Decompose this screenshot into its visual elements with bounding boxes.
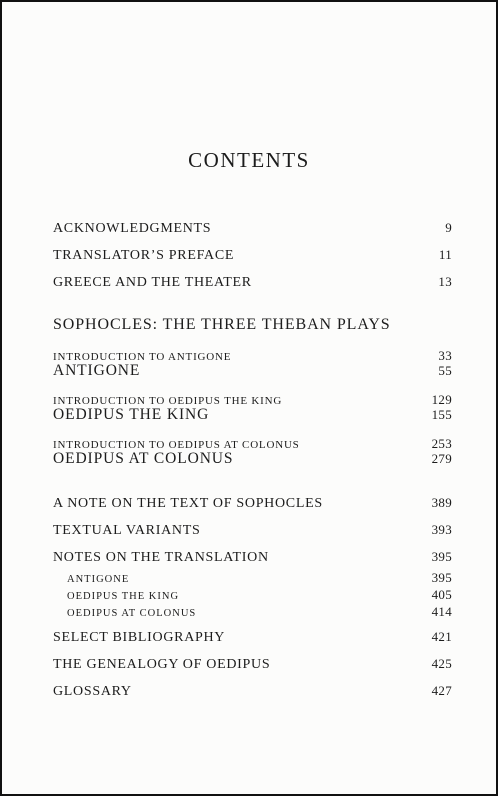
toc-entry-page: 33: [438, 348, 452, 363]
toc-entry-page: 279: [431, 451, 452, 466]
toc-entry-label: OEDIPUS AT COLONUS: [53, 450, 234, 467]
toc-entry-label: GREECE AND THE THEATER: [53, 275, 252, 290]
toc-entry-label: THE GENEALOGY OF OEDIPUS: [53, 657, 271, 672]
toc-entry-notes-on-the-translation: [53, 549, 452, 566]
contents-title: CONTENTS: [188, 148, 310, 172]
toc-entry-acknowledgments: [53, 220, 452, 237]
toc-entry-label: OEDIPUS THE KING: [53, 406, 210, 423]
toc-entry-page: 9: [445, 220, 452, 235]
toc-subentry-oedipus-the-king: [53, 587, 452, 603]
toc-entry-label: TRANSLATOR’S PREFACE: [53, 248, 235, 263]
toc-entry-label: ANTIGONE: [53, 362, 141, 379]
toc-entry-genealogy-of-oedipus: [53, 656, 452, 673]
toc-entry-oedipus-at-colonus: [53, 450, 452, 468]
toc-entry-page: 253: [431, 436, 452, 451]
toc-entry-note-on-the-text: [53, 495, 452, 512]
toc-entry-label: A NOTE ON THE TEXT OF SOPHOCLES: [53, 496, 323, 511]
toc-entry-textual-variants: [53, 522, 452, 539]
toc-entry-label: TEXTUAL VARIANTS: [53, 523, 201, 538]
toc-entry-antigone: [53, 362, 452, 380]
toc-entry-page: 425: [431, 656, 452, 671]
toc-entry-glossary: [53, 683, 452, 700]
toc-entry-page: 393: [431, 522, 452, 537]
toc-entry-page: 155: [431, 407, 452, 422]
toc-entry-page: 421: [431, 629, 452, 644]
toc-entry-page: 13: [438, 274, 452, 289]
toc-entry-translators-preface: [53, 247, 452, 264]
toc-entry-page: 414: [431, 604, 452, 619]
toc-entry-label: ACKNOWLEDGMENTS: [53, 221, 212, 236]
toc-entry-oedipus-the-king: [53, 406, 452, 424]
toc-entry-page: 405: [431, 587, 452, 602]
section-heading: [53, 316, 452, 334]
toc-entry-page: 11: [438, 247, 452, 262]
toc-entry-greece-and-the-theater: [53, 274, 452, 291]
toc-entry-label: GLOSSARY: [53, 684, 132, 699]
toc-subentry-antigone: [53, 570, 452, 586]
toc-entry-label: ANTIGONE: [67, 574, 130, 585]
toc-entry-label: INTRODUCTION TO OEDIPUS THE KING: [53, 395, 283, 407]
toc-entry-label: INTRODUCTION TO OEDIPUS AT COLONUS: [53, 439, 300, 451]
toc-entry-page: 395: [431, 549, 452, 564]
toc-entry-select-bibliography: [53, 629, 452, 646]
toc-entry-label: OEDIPUS AT COLONUS: [67, 608, 197, 619]
toc-entry-label: SELECT BIBLIOGRAPHY: [53, 630, 226, 645]
toc-entry-page: 55: [438, 363, 452, 378]
section-heading-label: SOPHOCLES: THE THREE THEBAN PLAYS: [53, 316, 391, 333]
toc-entry-label: OEDIPUS THE KING: [67, 591, 180, 602]
toc-entry-page: 395: [431, 570, 452, 585]
toc-entry-page: 129: [431, 392, 452, 407]
toc-subentry-oedipus-at-colonus: [53, 604, 452, 620]
toc-entry-page: 389: [431, 495, 452, 510]
toc-entry-label: INTRODUCTION TO ANTIGONE: [53, 351, 232, 363]
toc-entry-label: NOTES ON THE TRANSLATION: [53, 550, 269, 565]
toc-entry-page: 427: [431, 683, 452, 698]
